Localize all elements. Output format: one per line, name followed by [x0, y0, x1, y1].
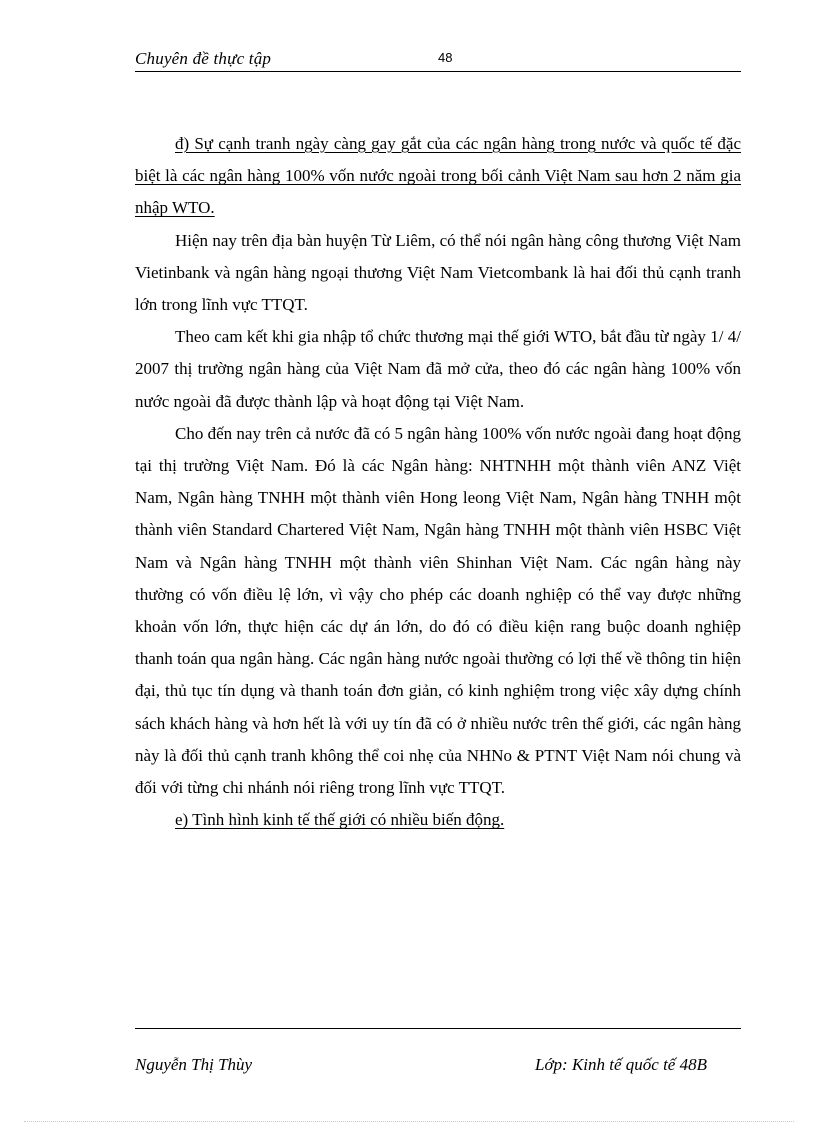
section-heading-e-text: e) Tình hình kinh tế thế giới có nhiều biến động. — [175, 810, 505, 830]
footer-author: Nguyễn Thị Thùy — [135, 1055, 253, 1074]
paragraph-competitors: Hiện nay trên địa bàn huyện Từ Liêm, có thể nói ngân hàng công thương Việt Nam Vietinbank và ngân hàng ngoại thương Việt Nam Vietcombank là hai đối thủ cạnh tranh lớn trong lĩnh vực TTQT. — [135, 230, 741, 315]
page-number: 48 — [438, 50, 453, 65]
page-header — [135, 47, 741, 72]
section-heading-e — [135, 804, 741, 836]
section-heading-d-text: đ) Sự cạnh tranh ngày càng gay gắt của các ngân hàng trong nước và quốc tế đặc biệt là các ngân hàng 100% vốn nước ngoài trong bối cảnh Việt Nam sau hơn 2 năm gia nhập WTO. — [135, 134, 741, 218]
page-bottom-edge — [24, 1121, 794, 1122]
document-body — [135, 128, 741, 836]
paragraph-foreign-banks: Cho đến nay trên cả nước đã có 5 ngân hàng 100% vốn nước ngoài đang hoạt động tại thị trường Việt Nam. Đó là các Ngân hàng: NHTNHH một thành viên ANZ Việt Nam, Ngân hàng TNHH một thành viên Hong leong Việt Nam, Ngân hàng TNHH một thành viên Standard Chartered Việt Nam, Ngân hàng TNHH một thành viên HSBC Việt Nam và Ngân hàng TNHH một thành viên Shinhan Việt Nam. Các ngân hàng này thường có vốn điều lệ lớn, vì vậy cho phép các doanh nghiệp có thể vay được những khoản vốn lớn, thực hiện các dự án lớn, do đó có điều kiện rang buộc doanh nghiệp thanh toán qua ngân hàng. Các ngân hàng nước ngoài thường có lợi thế về thông tin hiện đại, thủ tục tín dụng và thanh toán đơn giản, có kinh nghiệm trong việc xây dựng chính sách khách hàng và hơn hết là với uy tín đã có ở nhiều nước trên thế giới, các ngân hàng này là đối thủ cạnh tranh không thể coi nhẹ của NHNo & PTNT Việt Nam nói chung và đối với từng chi nhánh nói riêng trong lĩnh vực TTQT. — [135, 423, 741, 798]
document-title: Chuyên đề thực tập — [135, 49, 272, 68]
footer-divider — [135, 1028, 741, 1029]
footer-class: Lớp: Kinh tế quốc tế 48B — [535, 1055, 707, 1074]
paragraph-wto-commitment: Theo cam kết khi gia nhập tổ chức thương mại thế giới WTO, bắt đầu từ ngày 1/ 4/ 2007 thị trường ngân hàng của Việt Nam đã mở cửa, theo đó các ngân hàng 100% vốn nước ngoài đã được thành lập và hoạt động tại Việt Nam. — [135, 327, 741, 411]
section-heading-d — [135, 128, 741, 225]
